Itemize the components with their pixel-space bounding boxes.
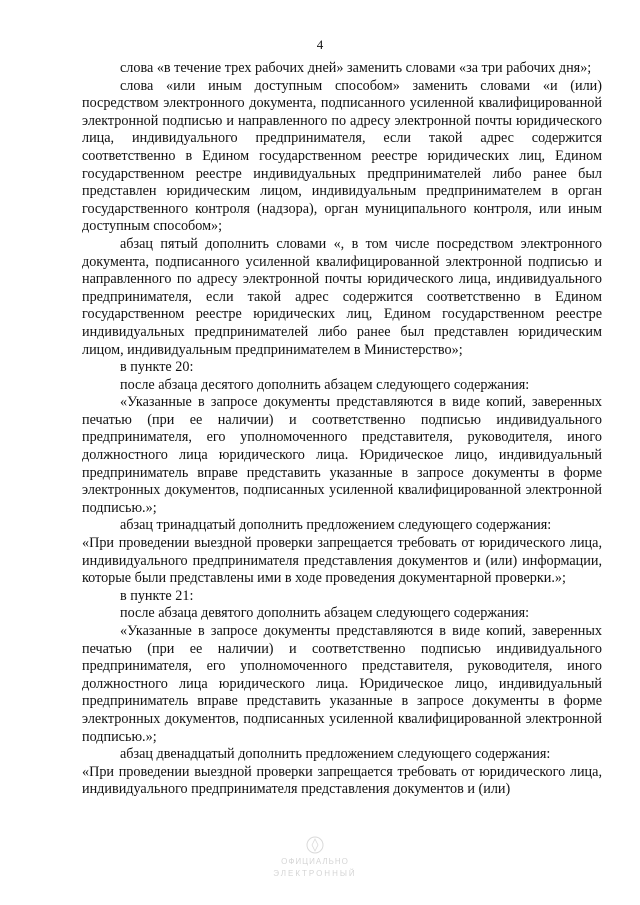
document-body xyxy=(82,60,602,799)
quoted-paragraph: «Указанные в запросе документы представляются в виде копий, заверенных печатью (при ее наличии) и соответственно подписью индивидуального предпринимателя, его уполномоченного представителя, руководителя, иного должностного лица юридического лица. Юридическое лицо, индивидуальный предприниматель вправе представить указанные в запросе документы в форме электронных документов, подписанных усиленной квалифицированной электронной подписью.»; xyxy=(82,394,602,516)
paragraph: после абзаца десятого дополнить абзацем следующего содержания: xyxy=(120,376,530,393)
watermark-stamp xyxy=(255,835,375,885)
paragraph: в пункте 20: xyxy=(120,359,194,376)
paragraph: после абзаца девятого дополнить абзацем следующего содержания: xyxy=(120,605,530,622)
stamp-line: ЭЛЕКТРОННЫЙ xyxy=(273,869,357,878)
page-number: 4 xyxy=(316,37,324,52)
quoted-paragraph: «При проведении выездной проверки запрещается требовать от юридического лица, индивидуального предпринимателя представления документов и (или) xyxy=(82,763,602,798)
paragraph: абзац пятый дополнить словами «, в том числе посредством электронного документа, подписанного усиленной квалифицированной электронной подписью и направленного по адресу электронной почты юридического лица, индивидуального предпринимателя, если такой адрес содержится соответственно в Едином государственном реестре юридических лиц, Едином государственном реестре индивидуальных предпринимателей либо ранее был представлен юридическим лицом, индивидуальным предпринимателем в Министерство»; xyxy=(82,235,602,358)
quoted-paragraph: «При проведении выездной проверки запрещается требовать от юридического лица, индивидуального предпринимателя представления документов и (или) информации, которые были представлены ими в ходе проведения документарной проверки.»; xyxy=(82,535,602,587)
paragraph: слова «в течение трех рабочих дней» заменить словами «за три рабочих дня»; xyxy=(120,60,592,76)
paragraph: слова «или иным доступным способом» заменить словами «и (или) посредством электронного документа, подписанного усиленной квалифицированной электронной подписью и направленного по адресу электронной почты юридического лица, индивидуального предпринимателя, если такой адрес содержится соответственно в Едином государственном реестре юридических лиц, Едином государственном реестре индивидуальных предпринимателей либо ранее был представлен юридическим лицом, индивидуальным предпринимателем в орган государственного контроля (надзора), орган муниципального контроля, или иным доступным способом»; xyxy=(82,77,602,235)
emblem-icon xyxy=(305,835,325,855)
stamp-line: ОФИЦИАЛЬНО xyxy=(281,857,349,866)
paragraph: в пункте 21: xyxy=(120,587,194,604)
paragraph: абзац тринадцатый дополнить предложением следующего содержания: xyxy=(120,517,552,534)
quoted-paragraph: «Указанные в запросе документы представляются в виде копий, заверенных печатью (при ее наличии) и соответственно подписью индивидуального предпринимателя, его уполномоченного представителя, руководителя, иного должностного лица юридического лица. Юридическое лицо, индивидуальный предприниматель вправе представить указанные в запросе документы в форме электронных документов, подписанных усиленной квалифицированной электронной подписью.»; xyxy=(82,623,602,745)
paragraph: абзац двенадцатый дополнить предложением следующего содержания: xyxy=(120,746,551,763)
